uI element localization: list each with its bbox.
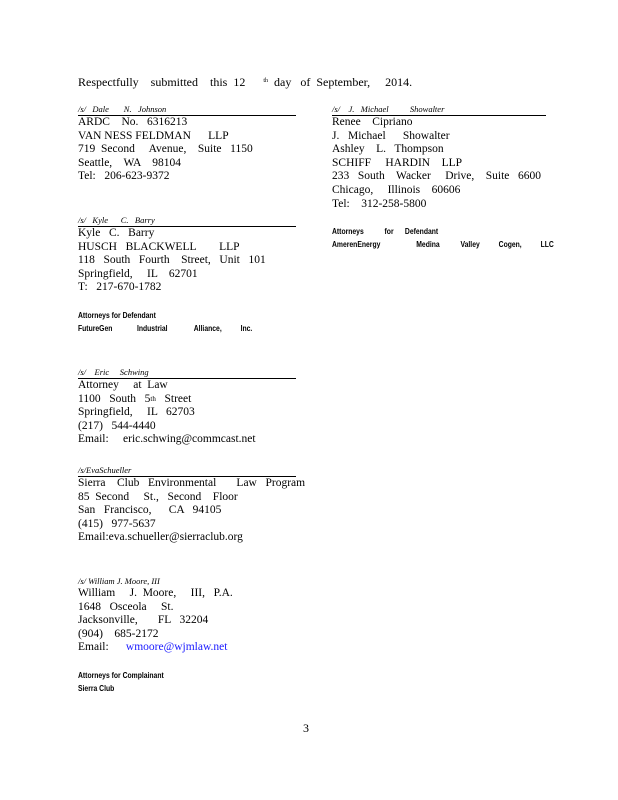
phone-line: (415) 977-5637 xyxy=(78,517,156,530)
attorney-name: Kyle C. Barry xyxy=(78,227,155,239)
address-line: 233 South Wacker Drive, Suite 6600 xyxy=(332,170,542,183)
attorney-name: Ashley L. Thompson xyxy=(332,143,444,156)
signature-block-showalter xyxy=(332,104,554,251)
attorneys-for-label: Attorneys for Defendant xyxy=(78,310,156,320)
client-name: AmerenEnergy Medina Valley Cogen, LLC xyxy=(332,240,554,250)
intro-line xyxy=(78,76,412,90)
intro-text: Respectfully submitted this 12 xyxy=(78,75,246,89)
signature-block-schwing xyxy=(78,367,296,447)
address-line: 85 Second St., Second Floor xyxy=(78,490,238,503)
address-line: 1648 Osceola St. xyxy=(78,600,174,613)
phone-line: T: 217-670-1782 xyxy=(78,281,162,294)
email-line: Email:eva.schueller@sierraclub.org xyxy=(78,531,243,544)
address-line: ARDC No. 6316213 xyxy=(78,116,188,128)
email-label: Email: xyxy=(78,641,109,654)
signature-line: /s/ Eric Schwing xyxy=(78,367,296,379)
address-line: 719 Second Avenue, Suite 1150 xyxy=(78,143,253,156)
firm-name: HUSCH BLACKWELL LLP xyxy=(78,240,240,253)
address-line: Chicago, Illinois 60606 xyxy=(332,183,461,196)
firm-name: SCHIFF HARDIN LLP xyxy=(332,156,463,169)
phone-line: (904) 685-2172 xyxy=(78,627,159,640)
address-line: San Francisco, CA 94105 xyxy=(78,504,222,517)
phone-line: (217) 544-4440 xyxy=(78,419,156,432)
phone-line: Tel: 206-623-9372 xyxy=(78,170,170,183)
email-line: Email: eric.schwing@commcast.net xyxy=(78,433,256,446)
email-line xyxy=(78,641,296,655)
signature-block-schueller xyxy=(78,465,306,545)
intro-superscript: th xyxy=(263,78,268,84)
signature-block-barry xyxy=(78,215,296,335)
signature-line: /s/ William J. Moore, III xyxy=(78,576,160,586)
signature-block-moore xyxy=(78,576,296,695)
attorney-name: Renee Cipriano xyxy=(332,116,413,128)
signature-line: /s/ J. Michael Showalter xyxy=(332,104,546,116)
attorney-name: William J. Moore, III, P.A. xyxy=(78,587,233,599)
signature-line: /s/EvaSchueller xyxy=(78,465,296,477)
signature-line: /s/ Kyle C. Barry xyxy=(78,215,296,227)
intro-text-end: day of September, 2014. xyxy=(274,75,413,89)
attorney-name: J. Michael Showalter xyxy=(332,129,450,142)
address-line: Springfield, IL 62703 xyxy=(78,406,195,419)
organization-name: Sierra Club Environmental Law Program xyxy=(78,477,306,489)
signature-line: /s/ Dale N. Johnson xyxy=(78,104,296,116)
client-name: FutureGen Industrial Alliance, Inc. xyxy=(78,323,253,333)
client-name: Sierra Club xyxy=(78,683,115,693)
address-line: 118 South Fourth Street, Unit 101 xyxy=(78,254,266,267)
phone-line: Tel: 312-258-5800 xyxy=(332,197,427,210)
email-link[interactable]: wmoore@wjmlaw.net xyxy=(125,641,228,654)
firm-name: VAN NESS FELDMAN LLP xyxy=(78,129,229,142)
page-number: 3 xyxy=(303,721,309,735)
attorneys-for-label: Attorneys for Complainant xyxy=(78,670,164,680)
address-line: Seattle, WA 98104 xyxy=(78,156,181,169)
address-line: Springfield, IL 62701 xyxy=(78,267,198,280)
attorneys-for-label: Attorneys for Defendant xyxy=(332,227,439,237)
address-line: 1100 South 5th Street xyxy=(78,392,192,405)
signature-block-johnson xyxy=(78,104,296,184)
attorney-title: Attorney at Law xyxy=(78,379,168,391)
address-line: Jacksonville, FL 32204 xyxy=(78,614,209,627)
